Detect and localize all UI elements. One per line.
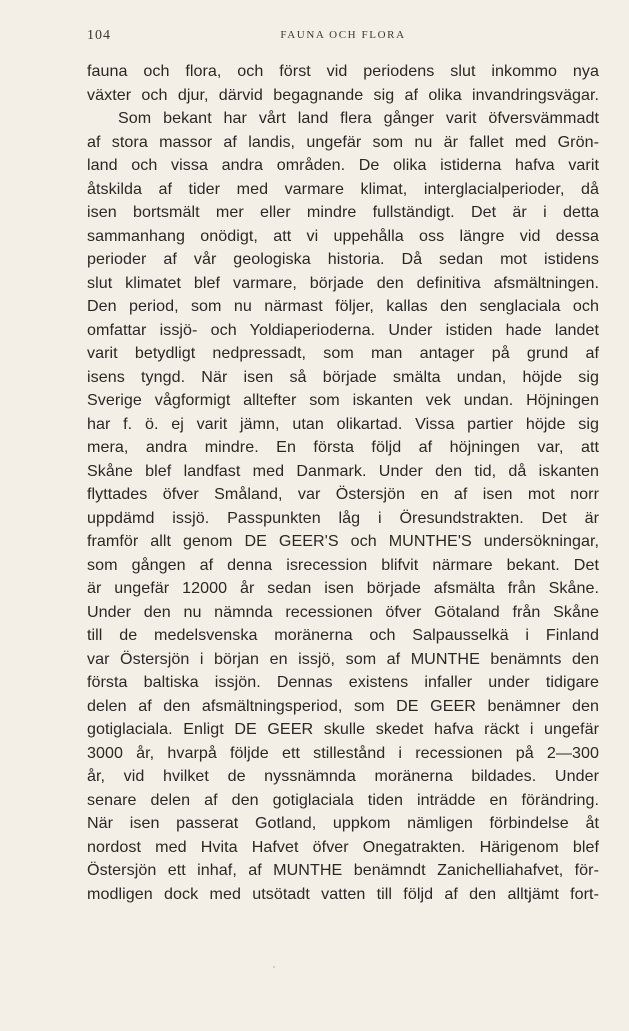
text-line: omfattar issjö- och Yoldiaperioderna. Under istiden hade landet [87,320,599,339]
text-line: Som bekant har vårt land flera gånger varit öfversvämmadt [118,109,599,127]
text-line: är ungefär 12000 år sedan isen började afsmälta från Skåne. [87,579,599,597]
text-line: När isen passerat Gotland, uppkom nämligen förbindelse åt [87,814,599,832]
paper-speck [273,966,275,968]
text-line: flyttades öfver Småland, var Östersjön en af isen mot norr [87,485,599,503]
text-line: som gången af denna isrecession blifvit närmare bekant. Det [87,555,599,574]
text-line: har f. ö. ej varit jämn, utan olikartad. Vissa partier höjde sig [87,414,599,433]
page-header [87,28,599,46]
text-line: slut klimatet blef varmare, började den definitiva afsmältningen. [87,273,599,292]
running-title: FAUNA OCH FLORA [280,29,406,41]
text-line: varit betydligt nedpressadt, som man antager på grund af [87,344,599,362]
text-line: Skåne blef landfast med Danmark. Under den tid, då iskanten [87,461,599,480]
text-line: Den period, som nu närmast följer, kallas den senglaciala och [87,297,599,315]
text-line: gotiglaciala. Enligt DE GEER skulle skedet hafva räckt i ungefär [87,720,599,738]
text-line: land och vissa andra områden. De olika istiderna hafva varit [87,156,599,174]
text-line: till de medelsvenska moränerna och Salpausselkä i Finland [87,626,599,644]
text-line: perioder af vår geologiska historia. Då sedan mot istidens [87,250,599,268]
page-number: 104 [87,28,111,43]
text-line: senare delen af den gotiglaciala tiden inträdde en förändring. [87,790,599,809]
text-line: växter och djur, därvid begagnande sig af olika invandringsvägar. [87,85,599,104]
text-line: åtskilda af tider med varmare klimat, interglacialperioder, då [87,179,599,198]
text-line: modligen dock med utsötadt vatten till följd af den alltjämt fort- [87,884,599,903]
text-line: Sverige vågformigt alltefter som iskanten vek undan. Höjningen [87,391,599,409]
text-line: fauna och flora, och först vid periodens slut inkommo nya [87,62,599,80]
text-line: Östersjön ett inhaf, af MUNTHE benämndt Zanichelliahafvet, för- [87,861,599,879]
text-line: isen bortsmält mer eller mindre fullständigt. Det är i detta [87,203,599,221]
text-line: nordost med Hvita Hafvet öfver Onegatrakten. Härigenom blef [87,837,599,856]
text-line: år, vid hvilket de nyssnämnda moränerna bildades. Under [87,767,599,785]
text-line: uppdämd issjö. Passpunkten låg i Öresundstrakten. Det är [87,508,599,527]
text-line: första baltiska issjön. Dennas existens infaller under tidigare [87,673,599,691]
text-line: af stora massor af landis, ungefär som nu är fallet med Grön- [87,132,599,151]
text-line: sammanhang onödigt, att vi uppehålla oss längre vid dessa [87,226,599,245]
text-line: var Östersjön i början en issjö, som af MUNTHE benämnts den [87,649,599,668]
body-text [87,60,599,906]
text-line: mera, andra mindre. En första följd af höjningen var, att [87,438,599,456]
text-line: framför allt genom DE GEER'S och MUNTHE'S undersökningar, [87,532,599,550]
text-line: delen af den afsmältningsperiod, som DE GEER benämner den [87,696,599,715]
text-line: Under den nu nämnda recessionen öfver Götaland från Skåne [87,602,599,621]
text-line: 3000 år, hvarpå följde ett stillestånd i recessionen på 2—300 [87,743,599,762]
text-line: isens tyngd. När isen så började smälta undan, höjde sig [87,367,599,386]
